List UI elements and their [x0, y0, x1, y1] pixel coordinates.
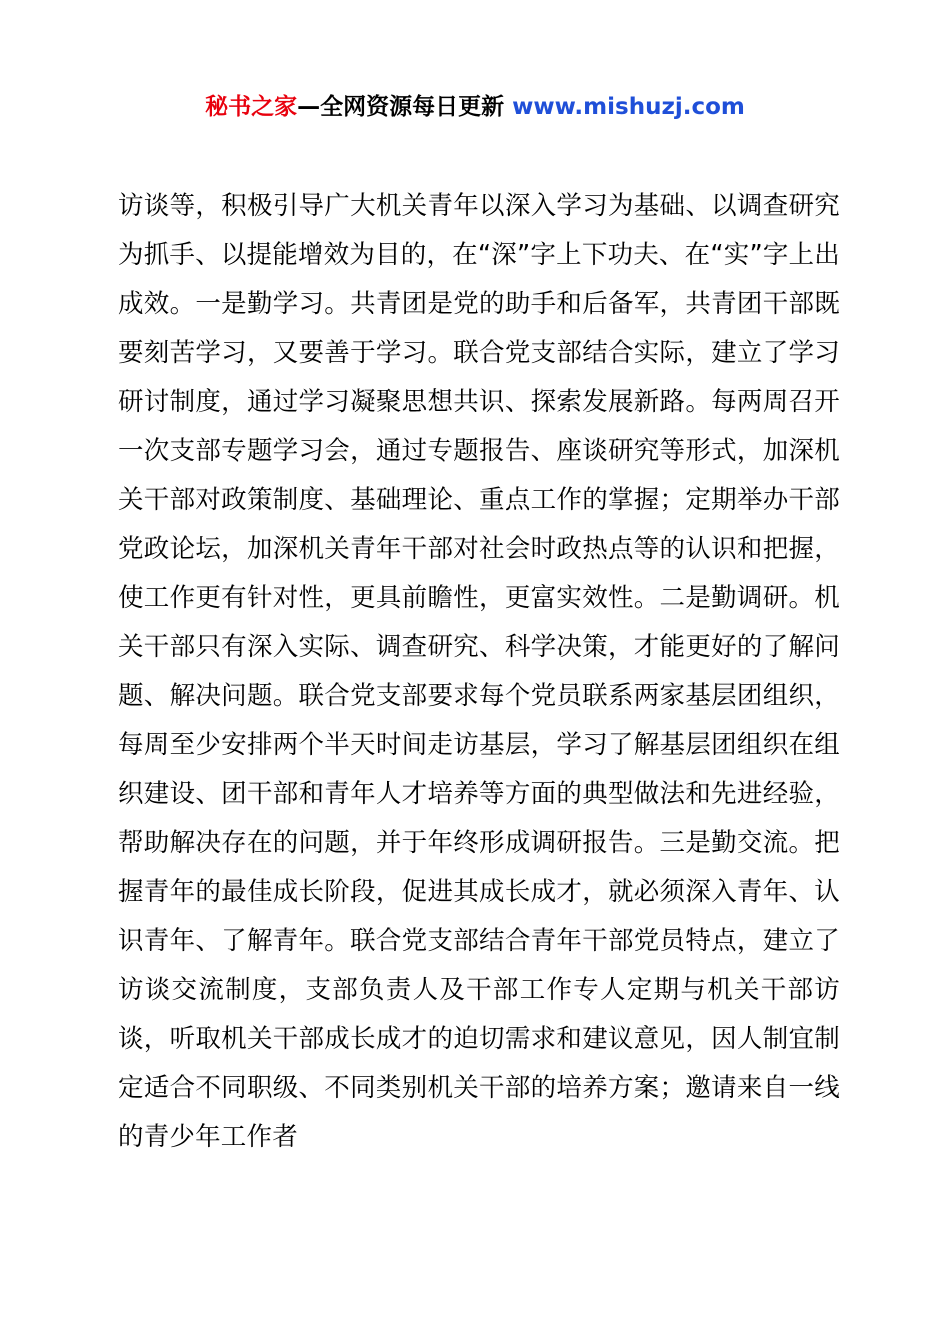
site-brand: 秘书之家	[205, 94, 298, 120]
site-tagline: —全网资源每日更新	[297, 94, 513, 120]
site-url[interactable]: www.mishuzj.com	[512, 94, 745, 120]
body-paragraph: 访谈等，积极引导广大机关青年以深入学习为基础、以调查研究为抓手、以提能增效为目的，在“深”字上下功夫、在“实”字上出成效。一是勤学习。共青团是党的助手和后备军，共青团干部既要刻苦学习，又要善于学习。联合党支部结合实际，建立了学习研讨制度，通过学习凝聚思想共识、探索发展新路。每两周召开一次支部专题学习会，通过专题报告、座谈研究等形式，加深机关干部对政策制度、基础理论、重点工作的掌握；定期举办干部党政论坛，加深机关青年干部对社会时政热点等的认识和把握，使工作更有针对性，更具前瞻性，更富实效性。二是勤调研。机关干部只有深入实际、调查研究、科学决策，才能更好的了解问题、解决问题。联合党支部要求每个党员联系两家基层团组织，每周至少安排两个半天时间走访基层，学习了解基层团组织在组织建设、团干部和青年人才培养等方面的典型做法和先进经验，帮助解决存在的问题，并于年终形成调研报告。三是勤交流。把握青年的最佳成长阶段，促进其成长成才，就必须深入青年、认识青年、了解青年。联合党支部结合青年干部党员特点，建立了访谈交流制度，支部负责人及干部工作专人定期与机关干部访谈，听取机关干部成长成才的迫切需求和建议意见，因人制宜制定适合不同职级、不同类别机关干部的培养方案；邀请来自一线的青少年工作者	[118, 191, 840, 1152]
site-header	[0, 88, 950, 121]
